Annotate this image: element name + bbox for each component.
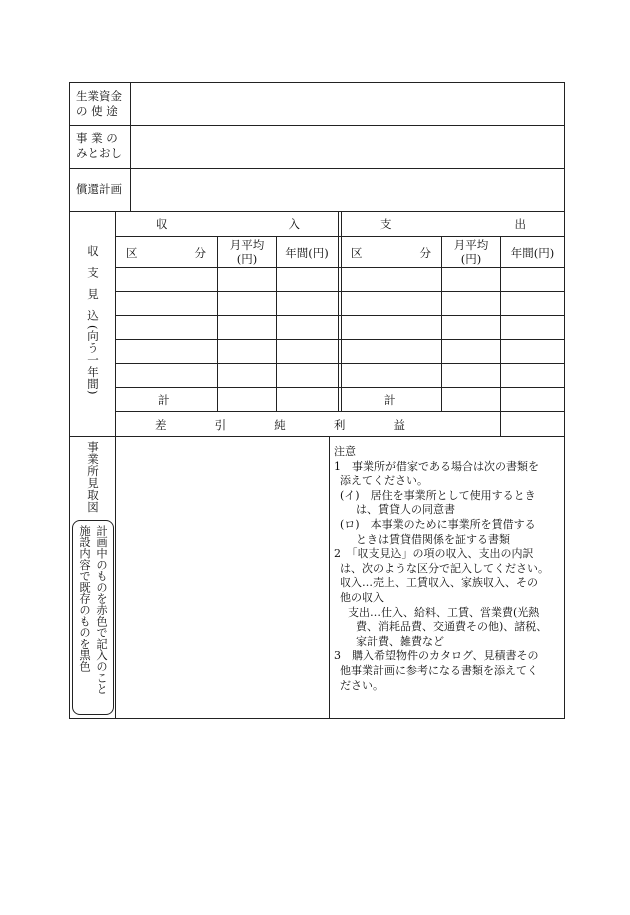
sketch-notes-divider — [329, 436, 330, 719]
sketch-title: 事業所見取図 — [86, 441, 100, 513]
income-header-char: 収 — [156, 217, 168, 231]
net-profit-char: 引 — [214, 418, 227, 432]
income-total-label: 計 — [158, 393, 170, 407]
category-char: 分 — [194, 246, 206, 260]
balance-side-label: 収支見込 — [86, 245, 100, 331]
sketch-note-line2: 施設内容で既存のものを黒色 — [78, 525, 91, 672]
application-form — [69, 82, 565, 719]
category-char: 分 — [419, 246, 431, 260]
net-profit-label — [155, 418, 405, 432]
repayment-label: 償還計画 — [76, 182, 122, 196]
outlook-field[interactable] — [131, 126, 563, 167]
notes-block — [334, 445, 562, 693]
income-header-char: 入 — [288, 217, 300, 231]
notes-line: 他事業計画に参考になる書類を添えてく — [340, 663, 538, 677]
table-row-line — [115, 315, 564, 316]
outlook-label: 事 業 の — [76, 131, 118, 145]
income-monthly-unit: (円) — [236, 252, 258, 266]
notes-line: (イ) 居住を事業所として使用するとき — [340, 488, 536, 502]
net-profit-char: 利 — [333, 418, 346, 432]
expense-monthly-header: 月平均 — [453, 238, 489, 252]
usage-label: 生業資金 — [76, 89, 122, 103]
income-expense-divider — [341, 211, 342, 411]
notes-line: (ロ) 本事業のために事業所を賃借する — [340, 517, 536, 531]
expense-header — [380, 217, 526, 231]
expense-annual-header: 年間(円) — [510, 246, 555, 260]
category-char: 区 — [351, 246, 363, 260]
column-line — [500, 236, 501, 436]
notes-line: 他の収入 — [340, 590, 384, 604]
column-line — [276, 236, 277, 411]
expense-total-label: 計 — [384, 393, 396, 407]
expense-monthly-unit: (円) — [460, 252, 482, 266]
expense-category-header — [351, 246, 431, 260]
sketch-note-line1: 計画中のものを赤色で記入のこと — [95, 525, 108, 695]
income-category-header — [126, 246, 206, 260]
sketch-drawing-area[interactable] — [116, 437, 328, 718]
balance-side-paren: (向う一年間) — [86, 325, 100, 395]
notes-line: 費、消耗品費、交通費その他)、諸税、 — [356, 620, 548, 634]
notes-line: 家計費、雑費など — [356, 634, 444, 648]
income-header — [156, 217, 300, 231]
table-row-line — [115, 363, 564, 364]
row-divider — [70, 211, 564, 212]
notes-line: 3 購入希望物件のカタログ、見積書その — [334, 649, 539, 663]
column-line — [441, 236, 442, 411]
table-row-line — [115, 267, 564, 268]
outlook-label-line2: みとおし — [76, 146, 122, 160]
notes-line: は、賃貸人の同意書 — [356, 503, 455, 517]
table-row-line — [115, 339, 564, 340]
notes-line: 収入…売上、工賃収入、家族収入、その — [340, 576, 538, 590]
net-profit-char: 差 — [155, 418, 167, 432]
net-profit-char: 純 — [274, 418, 286, 432]
usage-label-line2: の 使 途 — [76, 104, 118, 118]
notes-line: ださい。 — [340, 678, 384, 692]
expense-header-char: 支 — [380, 217, 392, 231]
net-profit-char: 益 — [393, 418, 405, 432]
table-row-line — [115, 387, 564, 388]
table-row-line — [115, 291, 564, 292]
table-row-line — [115, 411, 564, 412]
column-line — [217, 236, 218, 411]
income-expense-divider — [338, 211, 339, 411]
category-char: 区 — [126, 246, 138, 260]
usage-field[interactable] — [131, 84, 563, 124]
notes-line: 2 「収支見込」の項の収入、支出の内訳 — [334, 547, 534, 561]
section-divider — [115, 211, 116, 436]
repayment-field[interactable] — [131, 169, 563, 210]
notes-title: 注意 — [334, 445, 356, 458]
notes-line: ときは賃貸借関係を証する書類 — [356, 532, 510, 546]
income-annual-header: 年間(円) — [285, 246, 329, 260]
expense-header-char: 出 — [514, 217, 526, 231]
income-monthly-header: 月平均 — [229, 238, 265, 252]
notes-line: 支出…仕入、給料、工賃、営業費(光熱 — [348, 605, 540, 619]
notes-line: 1 事業所が借家である場合は次の書類を — [334, 459, 539, 473]
header-divider — [115, 236, 564, 237]
notes-line: は、次のような区分で記入してください。 — [340, 561, 549, 575]
net-profit-field[interactable] — [501, 412, 563, 435]
notes-line: 添えてください。 — [340, 474, 428, 488]
